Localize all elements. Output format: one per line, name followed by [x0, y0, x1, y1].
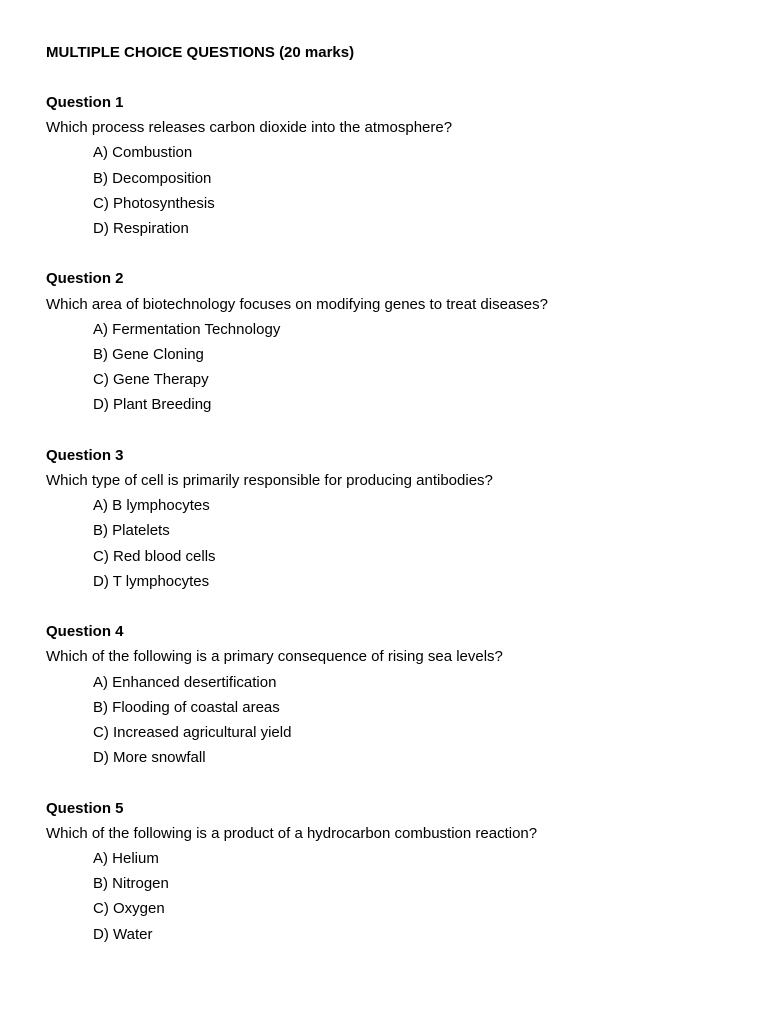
- question-text: Which type of cell is primarily responsible for producing antibodies?: [46, 472, 493, 490]
- question-heading: Question 1: [46, 94, 124, 111]
- question-4: [46, 619, 768, 770]
- question-text: Which of the following is a product of a hydrocarbon combustion reaction?: [46, 824, 538, 842]
- option-d: D) Water: [93, 925, 153, 943]
- option-b: B) Nitrogen: [93, 875, 169, 893]
- option-c: C) Oxygen: [93, 900, 165, 918]
- question-heading: Question 2: [46, 270, 124, 288]
- option-a: A) Helium: [93, 850, 159, 868]
- question-heading: Question 3: [46, 446, 124, 464]
- option-b: B) Decomposition: [93, 169, 212, 187]
- option-b: B) Flooding of coastal areas: [93, 698, 280, 716]
- question-heading: Question 5: [46, 799, 124, 817]
- document-title: MULTIPLE CHOICE QUESTIONS (20 marks): [46, 44, 355, 61]
- option-c: C) Gene Therapy: [93, 371, 209, 389]
- option-b: B) Platelets: [93, 522, 170, 540]
- option-c: C) Photosynthesis: [93, 194, 215, 212]
- option-d: D) Plant Breeding: [93, 396, 212, 414]
- question-text: Which of the following is a primary consequence of rising sea levels?: [46, 648, 503, 666]
- option-a: A) Enhanced desertification: [93, 673, 277, 691]
- question-1: [46, 90, 768, 241]
- option-list: [46, 670, 768, 771]
- question-2: [46, 266, 768, 417]
- option-c: C) Increased agricultural yield: [93, 724, 292, 742]
- option-c: C) Red blood cells: [93, 547, 216, 565]
- option-a: A) Fermentation Technology: [93, 320, 281, 338]
- question-text: Which process releases carbon dioxide into the atmosphere?: [46, 119, 453, 137]
- option-list: [46, 493, 768, 594]
- option-a: A) Combustion: [93, 144, 193, 162]
- option-d: D) Respiration: [93, 220, 189, 238]
- option-b: B) Gene Cloning: [93, 346, 204, 364]
- question-5: [46, 796, 768, 947]
- option-d: D) T lymphocytes: [93, 572, 210, 590]
- question-heading: Question 4: [46, 623, 124, 641]
- option-a: A) B lymphocytes: [93, 497, 210, 515]
- option-d: D) More snowfall: [93, 749, 206, 767]
- question-3: [46, 443, 768, 594]
- option-list: [46, 846, 768, 947]
- option-list: [46, 317, 768, 418]
- option-list: [46, 140, 768, 241]
- question-text: Which area of biotechnology focuses on modifying genes to treat diseases?: [46, 295, 548, 313]
